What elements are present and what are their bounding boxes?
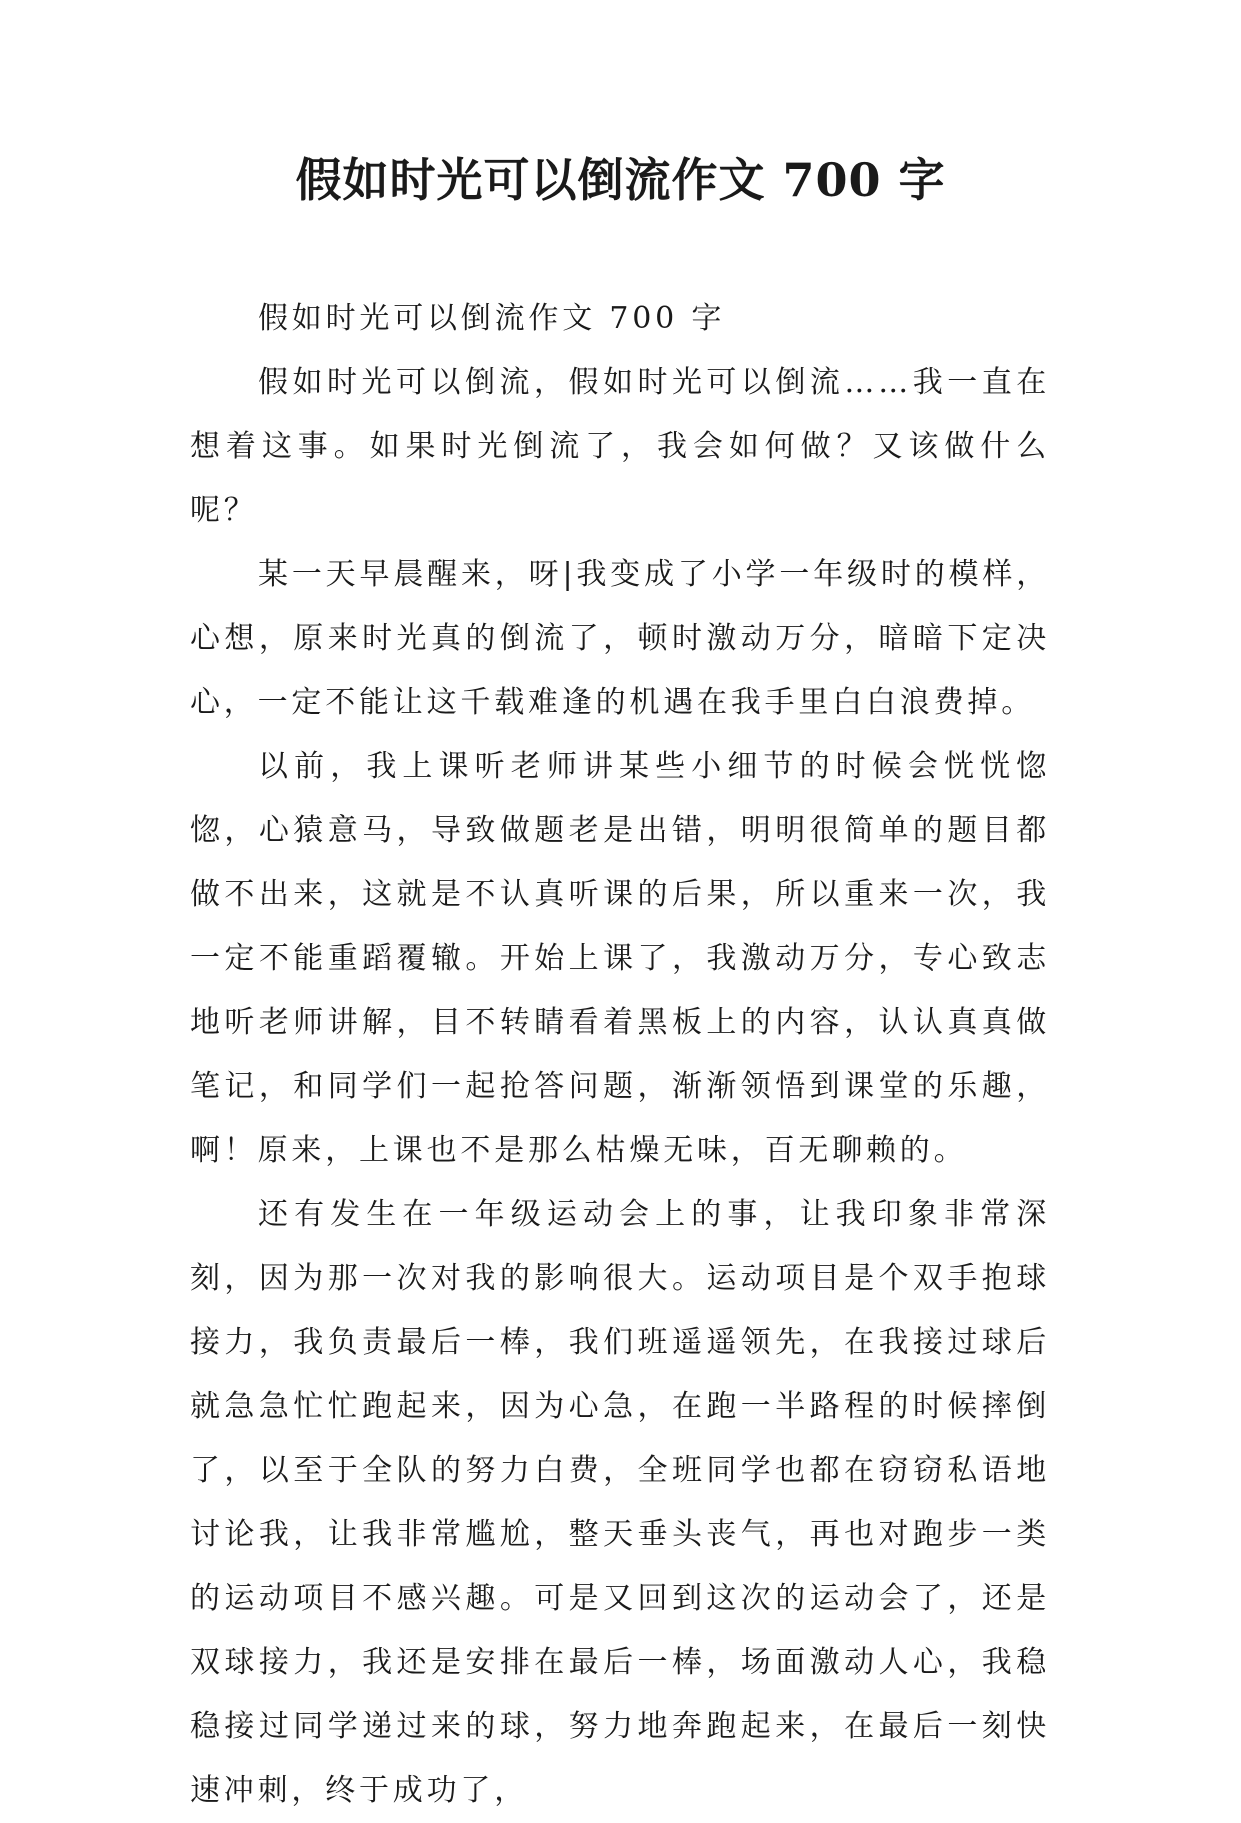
paragraph-class: 以前，我上课听老师讲某些小细节的时候会恍恍惚惚，心猿意马，导致做题老是出错，明明很简单的题目都做不出来，这就是不认真听课的后果，所以重来一次，我一定不能重蹈覆辙。开始上课了，我激动万分，专心致志地听老师讲解，目不转睛看着黑板上的内容，认认真真做笔记，和同学们一起抢答问题，渐渐领悟到课堂的乐趣，啊！原来，上课也不是那么枯燥无味，百无聊赖的。: [190, 749, 1050, 1168]
paragraph-morning: 某一天早晨醒来，呀|我变成了小学一年级时的模样，心想，原来时光真的倒流了，顿时激动万分，暗暗下定决心，一定不能让这千载难逢的机遇在我手里白白浪费掉。: [190, 557, 1050, 720]
paragraph-sports-meet: 还有发生在一年级运动会上的事，让我印象非常深刻，因为那一次对我的影响很大。运动项目是个双手抱球接力，我负责最后一棒，我们班遥遥领先，在我接过球后就急急忙忙跑起来，因为心急，在跑一半路程的时候摔倒了，以至于全队的努力白费，全班同学也都在窃窃私语地讨论我，让我非常尴尬，整天垂头丧气，再也对跑步一类的运动项目不感兴趣。可是又回到这次的运动会了，还是双球接力，我还是安排在最后一棒，场面激动人心，我稳稳接过同学递过来的球，努力地奔跑起来，在最后一刻快速冲刺，终于成功了，: [190, 1197, 1050, 1808]
document-body: [190, 287, 1050, 1823]
paragraph-subtitle: 假如时光可以倒流作文 700 字: [258, 301, 726, 336]
paragraph-intro: 假如时光可以倒流，假如时光可以倒流……我一直在想着这事。如果时光倒流了，我会如何做？又该做什么呢？: [190, 365, 1050, 528]
document-title: 假如时光可以倒流作文 700 字: [295, 153, 946, 207]
